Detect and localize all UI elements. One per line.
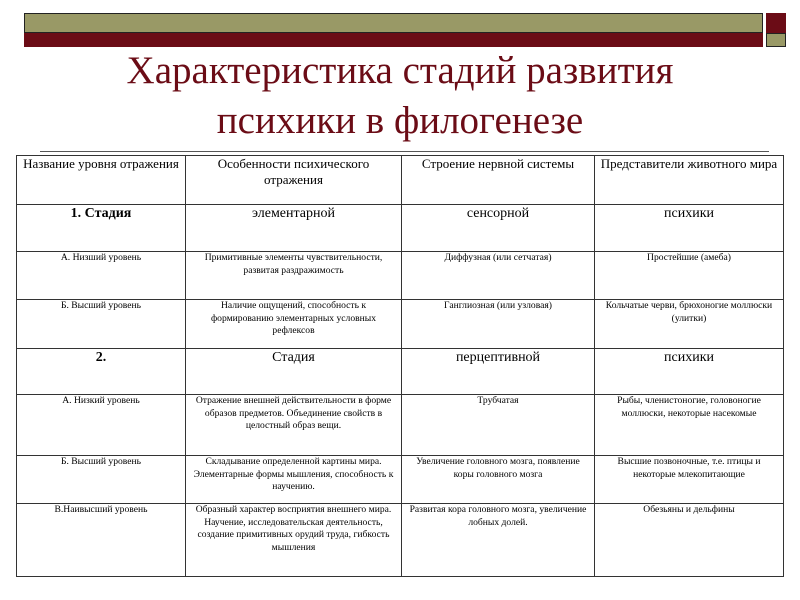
table-cell: А. Низкий уровень: [17, 395, 186, 456]
table-cell: Трубчатая: [402, 395, 595, 456]
table-cell: психики: [595, 205, 784, 252]
table-row: [17, 504, 784, 577]
table-cell: 1. Стадия: [17, 205, 186, 252]
table-cell: Рыбы, членистоногие, головоногие моллюски, некоторые насекомые: [595, 395, 784, 456]
table-cell: А. Низший уровень: [17, 252, 186, 300]
header-cell: Представители животного мира: [595, 156, 784, 205]
table-row: [17, 349, 784, 395]
top-decor-bar-maroon: [24, 33, 763, 47]
table-cell: психики: [595, 349, 784, 395]
table-cell: Примитивные элементы чувствительности, развитая раздражимость: [186, 252, 402, 300]
table-cell: элементарной: [186, 205, 402, 252]
table-cell: Складывание определенной картины мира. Элементарные формы мышления, способность к научению.: [186, 456, 402, 504]
header-cell: Название уровня отражения: [17, 156, 186, 205]
table-cell: Увеличение головного мозга, появление коры головного мозга: [402, 456, 595, 504]
table-cell: Развитая кора головного мозга, увеличение лобных долей.: [402, 504, 595, 577]
table-cell: Ганглиозная (или узловая): [402, 300, 595, 349]
title-divider: [40, 151, 769, 152]
table-cell: перцептивной: [402, 349, 595, 395]
table-cell: Отражение внешней действительности в форме образов предметов. Объединение свойств в целостный образ вещи.: [186, 395, 402, 456]
table-cell: Диффузная (или сетчатая): [402, 252, 595, 300]
table-row: [17, 300, 784, 349]
slide-title: [40, 46, 760, 146]
table-cell: Б. Высший уровень: [17, 456, 186, 504]
slide-title-line-2: психики в филогенезе: [216, 99, 584, 142]
table-row: [17, 205, 784, 252]
table-cell: Кольчатые черви, брюхоногие моллюски (улитки): [595, 300, 784, 349]
table-cell: Стадия: [186, 349, 402, 395]
table-cell: Простейшие (амеба): [595, 252, 784, 300]
table-cell: В.Наивысший уровень: [17, 504, 186, 577]
table-cell: Образный характер восприятия внешнего мира. Научение, исследовательская деятельность, создание примитивных орудий труда, гибкость мышления: [186, 504, 402, 577]
table-cell: Б. Высший уровень: [17, 300, 186, 349]
table-cell: Обезьяны и дельфины: [595, 504, 784, 577]
table-row: [17, 395, 784, 456]
slide-title-line-1: Характеристика стадий развития: [126, 49, 674, 92]
top-decor-square-olive: [766, 33, 786, 47]
stages-table: [16, 155, 784, 577]
table-cell: Высшие позвоночные, т.е. птицы и некоторые млекопитающие: [595, 456, 784, 504]
table-cell: сенсорной: [402, 205, 595, 252]
header-cell: Строение нервной системы: [402, 156, 595, 205]
top-decor-square-maroon: [766, 13, 786, 33]
table-cell: 2.: [17, 349, 186, 395]
table-row: [17, 252, 784, 300]
top-decor-bar-olive: [24, 13, 763, 33]
header-cell: Особенности психического отражения: [186, 156, 402, 205]
table-row: [17, 456, 784, 504]
table-header-row: [17, 156, 784, 205]
table-cell: Наличие ощущений, способность к формированию элементарных условных рефлексов: [186, 300, 402, 349]
